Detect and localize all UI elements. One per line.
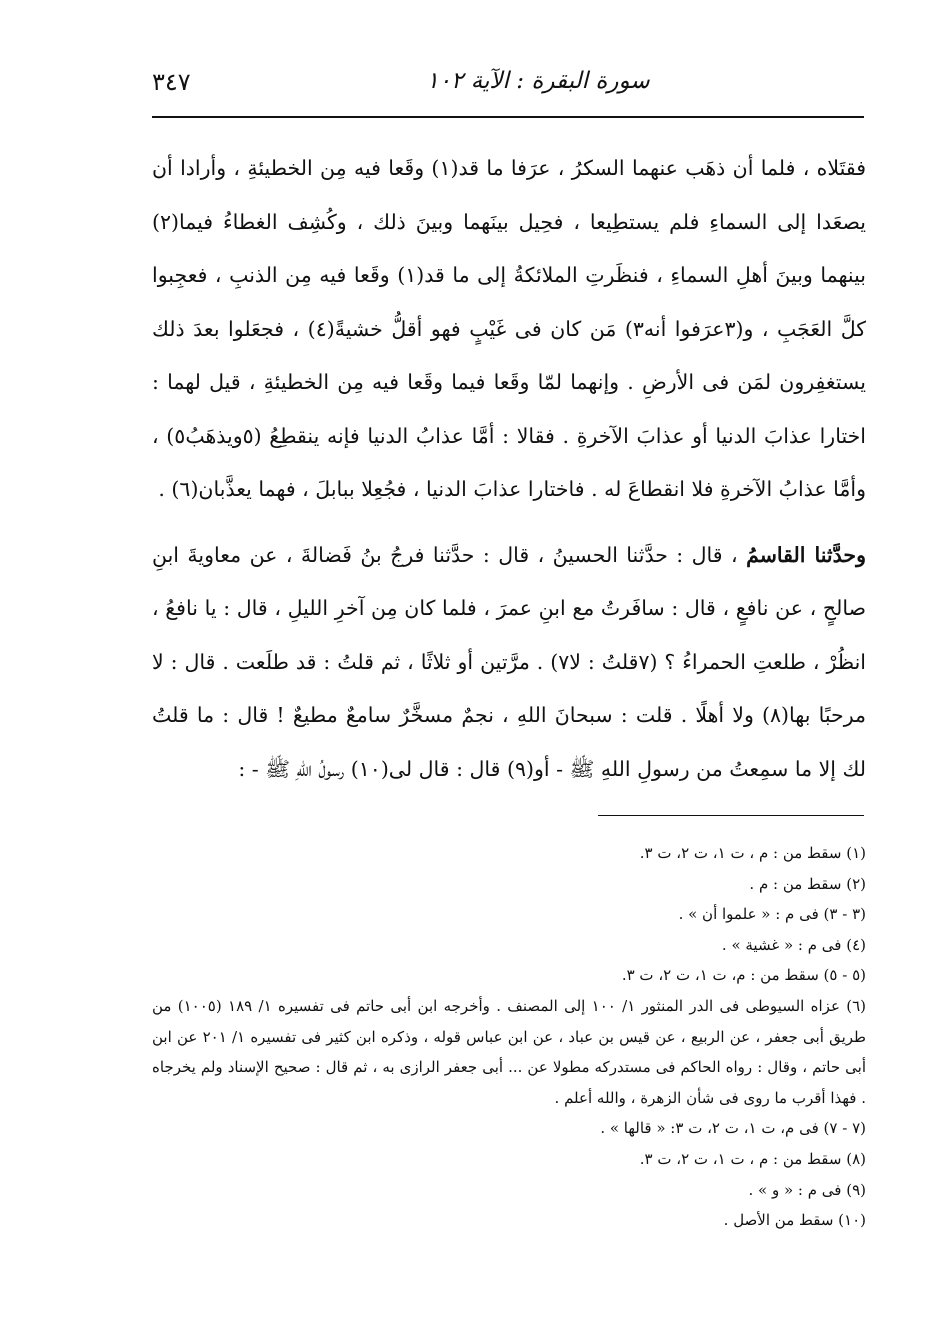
paragraph-2-text: ، قال : حدَّثنا الحسينُ ، قال : حدَّثنا فرجُ بنُ فَضالةَ ، عن معاويةَ ابنِ صالحٍ ، عن نافعٍ ، قال : سافَرتُ مع ابنِ عمرَ ، فلما كان مِن آخرِ الليلِ ، قال : يا نافعُ ، انظُرْ ، طلعتِ الحمراءُ ؟ (٧قلتُ : لا٧) . مرَّتين أو ثلاثًا ، ثم قلتُ : قد طلَعت . قال : لا مرحبًا بها(٨) ولا أهلًا . قلت : سبحانَ اللهِ ، نجمٌ مسخَّرٌ سامعٌ مطيعٌ ! قال : ما قلتُ لك إلا ما سمِعتُ من رسولِ اللهِ ﷺ - أو(٩) قال : قال لى(١٠) رسولُ اللهِ ﷺ - :	[152, 542, 867, 781]
page-number: ٣٤٧	[152, 68, 191, 96]
footnote-7: (٧ - ٧) فى م، ت ١، ت ٢، ت ٣: « قالها » .	[600, 1119, 866, 1138]
running-title: سورة البقرة : الآية ١٠٢	[426, 68, 650, 94]
paragraph-2-lead: وحدَّثنا القاسمُ	[746, 542, 866, 567]
header-rule	[152, 116, 864, 118]
footnote-1: (١) سقط من : م ، ت ١، ت ٢، ت ٣.	[639, 844, 866, 862]
footnote-9: (٩) فى م : « و » .	[748, 1180, 866, 1199]
footnote-4: (٤) فى م : « غشية » .	[721, 935, 866, 954]
footnotes	[152, 838, 866, 1236]
footnote-6: (٦) عزاه السيوطى فى الدر المنثور ١/ ١٠٠ إلى المصنف . وأخرجه ابن أبى حاتم فى تفسيره ١/ ١٨٩ (١٠٠٥) من طريق أبى جعفر ، عن الربيع ، عن قيس بن عباد ، عن ابن عباس قوله ، وذكره ابن كثير فى تفسيره ١/ ٢٠١ عن ابن أبى حاتم ، وقال : رواه الحاكم فى مستدركه مطولا عن ... أبى جعفر الرازى به ، ثم قال : صحيح الإسناد ولم يخرجاه . فهذا أقرب ما روى فى شأن الزهرة ، والله أعلم .	[152, 996, 866, 1107]
footnote-3: (٣ - ٣) فى م : « علموا أن » .	[678, 905, 866, 924]
footnote-10: (١٠) سقط من الأصل .	[723, 1211, 866, 1230]
main-text	[152, 142, 866, 796]
footnote-5: (٥ - ٥) سقط من : م، ت ١، ت ٢، ت ٣.	[621, 966, 866, 985]
paragraph-2	[152, 529, 866, 797]
footnote-2: (٢) سقط من : م .	[749, 874, 866, 893]
paragraph-1: فقتَلاه ، فلما أن ذهَب عنهما السكرُ ، عرَفا ما قد(١) وقَعا فيه مِن الخطيئةِ ، وأرادا أن يصعَدا إلى السماءِ فلم يستطِيعا ، فحِيل بينَهما وبينَ ذلك ، وكُشِف الغطاءُ فيما(٢) بينهما وبينَ أهلِ السماءِ ، فنظَرتِ الملائكةُ إلى ما قد(١) وقَعا فيه مِن الذنبِ ، فعجِبوا كلَّ العَجَبِ ، و(٣عرَفوا أنه٣) مَن كان فى غَيْبٍ فهو أقلُّ خشيةً(٤) ، فجعَلوا بعدَ ذلك يستغفِرون لمَن فى الأرضِ . وإنهما لمّا وقَعا فيما وقَعا فيه مِن الخطيئةِ ، قيل لهما : اختارا عذابَ الدنيا أو عذابَ الآخرةِ . فقالا : أمَّا عذابُ الدنيا فإنه ينقطِعُ (٥ويذهَبُ٥) ، وأمَّا عذابُ الآخرةِ فلا انقطاعَ له . فاختارا عذابَ الدنيا ، فجُعِلا ببابلَ ، فهما يعذَّبان(٦) .	[152, 156, 866, 501]
footnote-8: (٨) سقط من : م ، ت ١، ت ٢، ت ٣.	[639, 1149, 866, 1168]
page-header	[152, 62, 864, 108]
footnote-separator	[598, 815, 864, 816]
